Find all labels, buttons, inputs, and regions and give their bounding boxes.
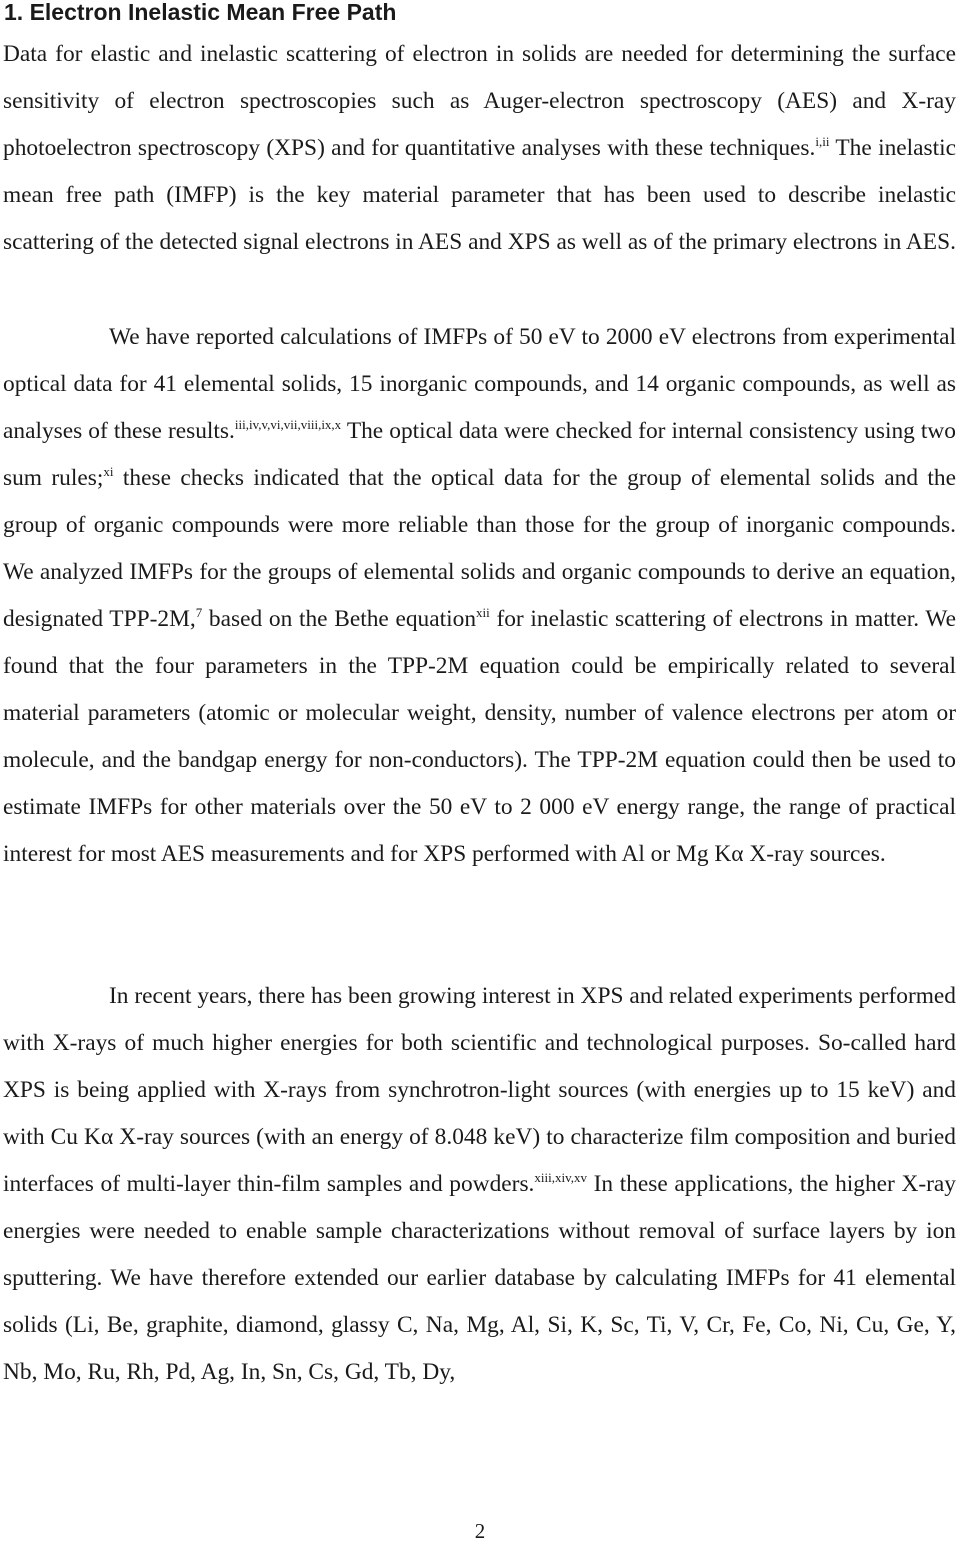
paragraph-2-text-d: based on the Bethe equation [202,606,477,632]
reference-marker: xiii,xiv,xv [534,1170,587,1185]
paragraph-2 [3,314,956,878]
paragraph-1-text-b: The inelastic mean free path (IMFP) is the key material parameter that has been used to describe inelastic scattering of the detected signal electrons in AES and XPS as well as of the primary electrons in AES. [3,135,957,255]
reference-marker: i,ii [815,134,830,149]
paragraph-3-text-a: In recent years, there has been growing interest in XPS and related experiments performed with X-rays of much higher energies for both scientific and technological purposes. So-called hard XPS is being applied with X-rays from synchrotron-light sources (with energies up to 15 keV) and with Cu Kα X-ray sources (with an energy of 8.048 keV) to characterize film composition and buried interfaces of multi-layer thin-film samples and powders. [3,983,956,1197]
reference-marker: xi [103,464,114,479]
reference-marker: 7 [195,605,203,620]
page-number: 2 [474,1519,486,1543]
paragraph-1 [3,31,956,266]
reference-marker: xii [476,605,490,620]
paragraph-2-text-e: for inelastic scattering of electrons in matter. We found that the four parameters in the TPP-2M equation could be empirically related to several material parameters (atomic or molecular weight, density, number of valence electrons per atom or molecule, and the bandgap energy for non-conductors). The TPP-2M equation could then be used to estimate IMFPs for other materials over the 50 eV to 2 000 eV energy range, the range of practical interest for most AES measurements and for XPS performed with Al or Mg Kα X-ray sources. [3,606,956,867]
paragraph-3 [3,973,956,1396]
paragraph-2-text-b: The optical data were checked for internal consistency using two sum rules; [3,418,957,491]
paragraph-2-text-c: these checks indicated that the optical data for the group of elemental solids and the group of organic compounds were more reliable than those for the group of inorganic compounds. We analyzed IMFPs for the groups of elemental solids and organic compounds to derive an equation, designated TPP-2M, [3,465,956,632]
section-heading: 1. Electron Inelastic Mean Free Path [4,0,397,25]
reference-marker: iii,iv,v,vi,vii,viii,ix,x [234,417,342,432]
paragraph-1-text-a: Data for elastic and inelastic scattering of electron in solids are needed for determining the surface sensitivity of electron spectroscopies such as Auger-electron spectroscopy (AES) and X-ray photoelectron spectroscopy (XPS) and for quantitative analyses with these techniques. [3,41,956,161]
paragraph-3-text-b: In these applications, the higher X-ray energies were needed to enable sample characterizations without removal of surface layers by ion sputtering. We have therefore extended our earlier database by calculating IMFPs for 41 elemental solids (Li, Be, graphite, diamond, glassy C, Na, Mg, Al, Si, K, Sc, Ti, V, Cr, Fe, Co, Ni, Cu, Ge, Y, Nb, Mo, Ru, Rh, Pd, Ag, In, Sn, Cs, Gd, Tb, Dy, [3,1171,956,1385]
paragraph-2-text-a: We have reported calculations of IMFPs of 50 eV to 2000 eV electrons from experimental optical data for 41 elemental solids, 15 inorganic compounds, and 14 organic compounds, as well as analyses of these results. [3,324,956,444]
